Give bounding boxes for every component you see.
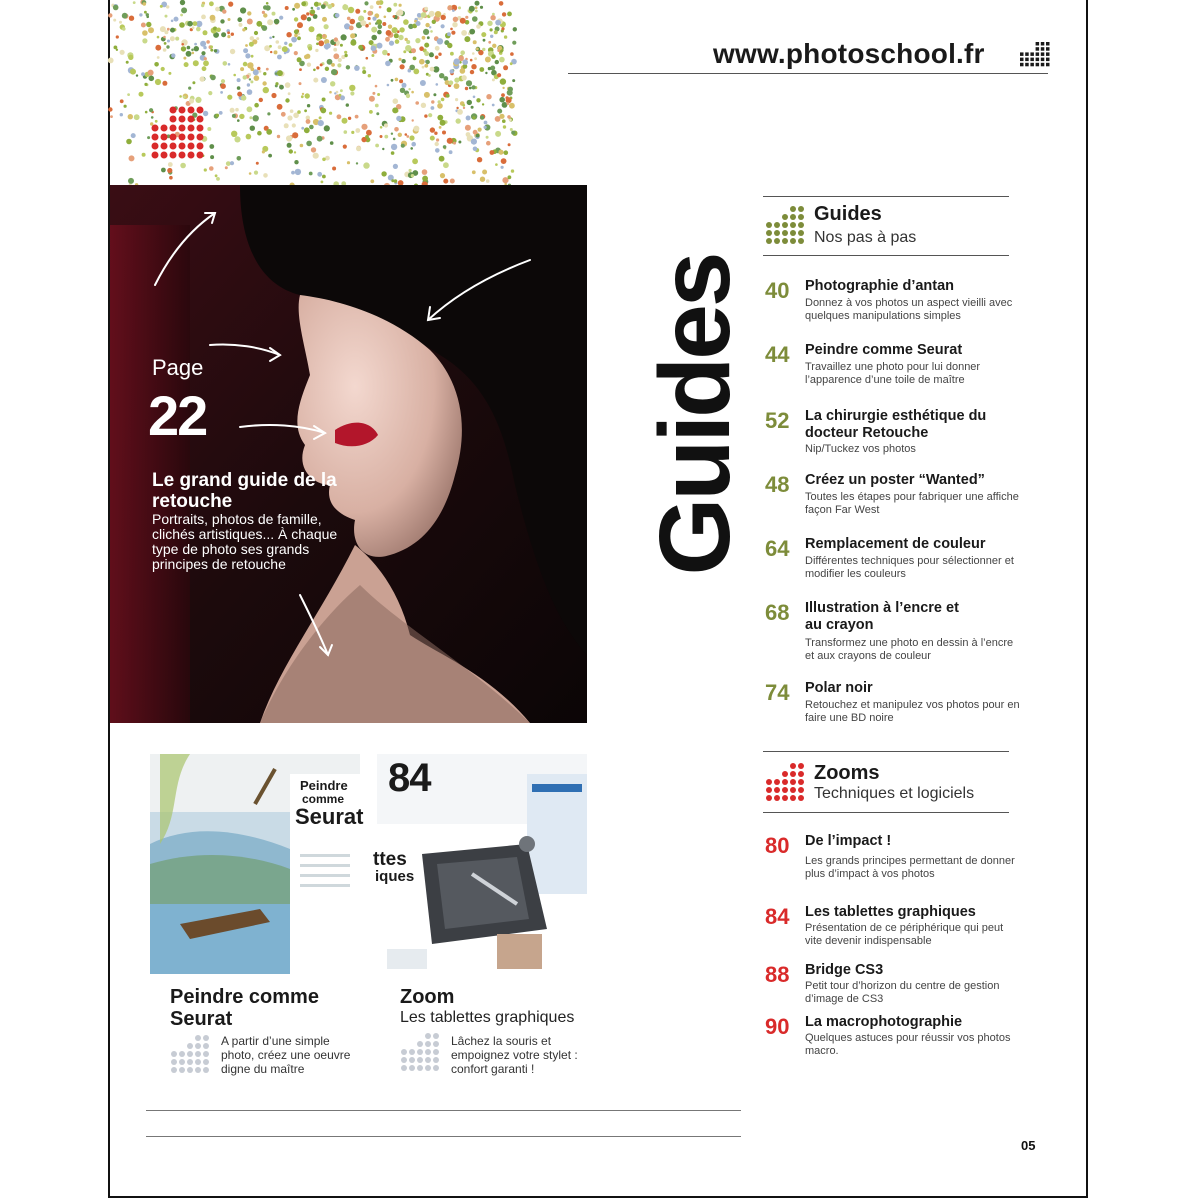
toc-entry-number: 84: [765, 904, 790, 929]
toc-entry-description: Quelques astuces pour réussir vos photos macro.: [805, 1032, 1011, 1057]
toc-entry-description: Présentation de ce périphérique qui peut vite devenir indispensable: [805, 922, 1004, 947]
thumb-title-line-1: ttes: [373, 849, 407, 870]
toc-entry-title: La chirurgie esthétique du docteur Retouche: [805, 408, 987, 441]
vertical-section-title: Guides: [639, 254, 751, 576]
dot-logo-icon: [1020, 42, 1052, 68]
thumb-title-line-3: Seurat: [295, 804, 364, 829]
guides-subheading: Nos pas à pas: [814, 229, 917, 246]
bottom-rule: [146, 1136, 741, 1137]
feature-title[interactable]: Le grand guide de la retouche: [152, 470, 337, 512]
zooms-dots-icon: [765, 762, 805, 802]
card-dots-icon: [400, 1032, 440, 1072]
toc-entry-description: Petit tour d’horizon du centre de gestion d’image de CS3: [805, 980, 1000, 1005]
thumb-title-line-2: iques: [375, 868, 415, 885]
card-page-number: 84: [388, 756, 431, 800]
guides-top-rule: [763, 196, 1009, 197]
card-dots-icon: [170, 1034, 210, 1074]
footer-page-number: 05: [1021, 1138, 1036, 1153]
toc-entry-number: 48: [765, 472, 790, 497]
zooms-subheading: Techniques et logiciels: [814, 785, 975, 802]
website-url[interactable]: www.photoschool.fr: [713, 38, 985, 69]
toc-entry-description: Différentes techniques pour sélectionner et modifier les couleurs: [805, 555, 1014, 580]
portrait-illustration: [110, 185, 587, 723]
guides-bottom-rule: [763, 255, 1009, 256]
card-title[interactable]: Zoom: [400, 986, 455, 1008]
toc-entry-description: Travaillez une photo pour lui donner l’apparence d’une toile de maître: [805, 361, 981, 386]
toc-entry-description: Nip/Tuckez vos photos: [805, 443, 916, 455]
toc-entry-description: Retouchez et manipulez vos photos pour en faire une BD noire: [805, 699, 1020, 724]
zooms-top-rule: [763, 751, 1009, 752]
feature-description: Portraits, photos de famille, clichés artistiques... À chaque type de photo ses grands principes de retouche: [152, 511, 338, 572]
feature-page-label: Page: [152, 355, 204, 380]
card-title[interactable]: Peindre comme Seurat: [170, 986, 319, 1030]
toc-entry-title: Bridge CS3: [805, 962, 884, 978]
toc-entry-title: De l’impact !: [805, 833, 892, 849]
toc-entry-title: Photographie d’antan: [805, 278, 955, 294]
toc-entry-description: Donnez à vos photos un aspect vieilli avec quelques manipulations simples: [805, 297, 1013, 322]
toc-entry-title: Créez un poster “Wanted”: [805, 472, 985, 488]
toc-entry-number: 80: [765, 833, 790, 858]
bottom-rule: [146, 1110, 741, 1111]
toc-entry-description: Toutes les étapes pour fabriquer une affiche façon Far West: [805, 491, 1019, 516]
toc-entry-number: 44: [765, 342, 790, 367]
toc-entry-description: Transformez une photo en dessin à l’encre et aux crayons de couleur: [805, 637, 1014, 662]
toc-entry-description: Les grands principes permettant de donner plus d’impact à vos photos: [805, 855, 1015, 880]
card-thumbnail[interactable]: [150, 754, 364, 974]
toc-entry-title: Peindre comme Seurat: [805, 342, 963, 358]
toc-entry-title: La macrophotographie: [805, 1014, 963, 1030]
toc-entry-number: 90: [765, 1014, 790, 1039]
toc-entry-number: 74: [765, 680, 790, 705]
zooms-heading: Zooms: [814, 762, 880, 784]
feature-page-number: 22: [148, 384, 207, 447]
card-description: Lâchez la souris et empoignez votre stylet : confort garanti !: [451, 1034, 578, 1076]
card-subtitle: Les tablettes graphiques: [400, 1009, 575, 1026]
toc-entry-number: 52: [765, 408, 790, 433]
thumb-title-line-2: comme: [302, 792, 345, 806]
guides-dots-icon: [765, 205, 805, 245]
guides-heading: Guides: [814, 203, 882, 225]
cover-feature-photo[interactable]: [110, 185, 587, 723]
card-description: A partir d’une simple photo, créez une oeuvre digne du maître: [221, 1034, 351, 1076]
toc-entry-number: 68: [765, 600, 790, 625]
thumb-title-line-1: Peindre: [300, 778, 348, 793]
toc-entry-title: Remplacement de couleur: [805, 536, 986, 552]
toc-entry-number: 88: [765, 962, 790, 987]
zooms-bottom-rule: [763, 812, 1009, 813]
toc-entry-title: Les tablettes graphiques: [805, 904, 976, 920]
toc-entry-title: Illustration à l’encre et au crayon: [805, 600, 959, 633]
toc-entry-number: 40: [765, 278, 790, 303]
toc-entry-title: Polar noir: [805, 680, 873, 696]
header-rule: [568, 73, 1048, 74]
toc-entry-number: 64: [765, 536, 790, 561]
pointillist-painting: [110, 2, 515, 187]
